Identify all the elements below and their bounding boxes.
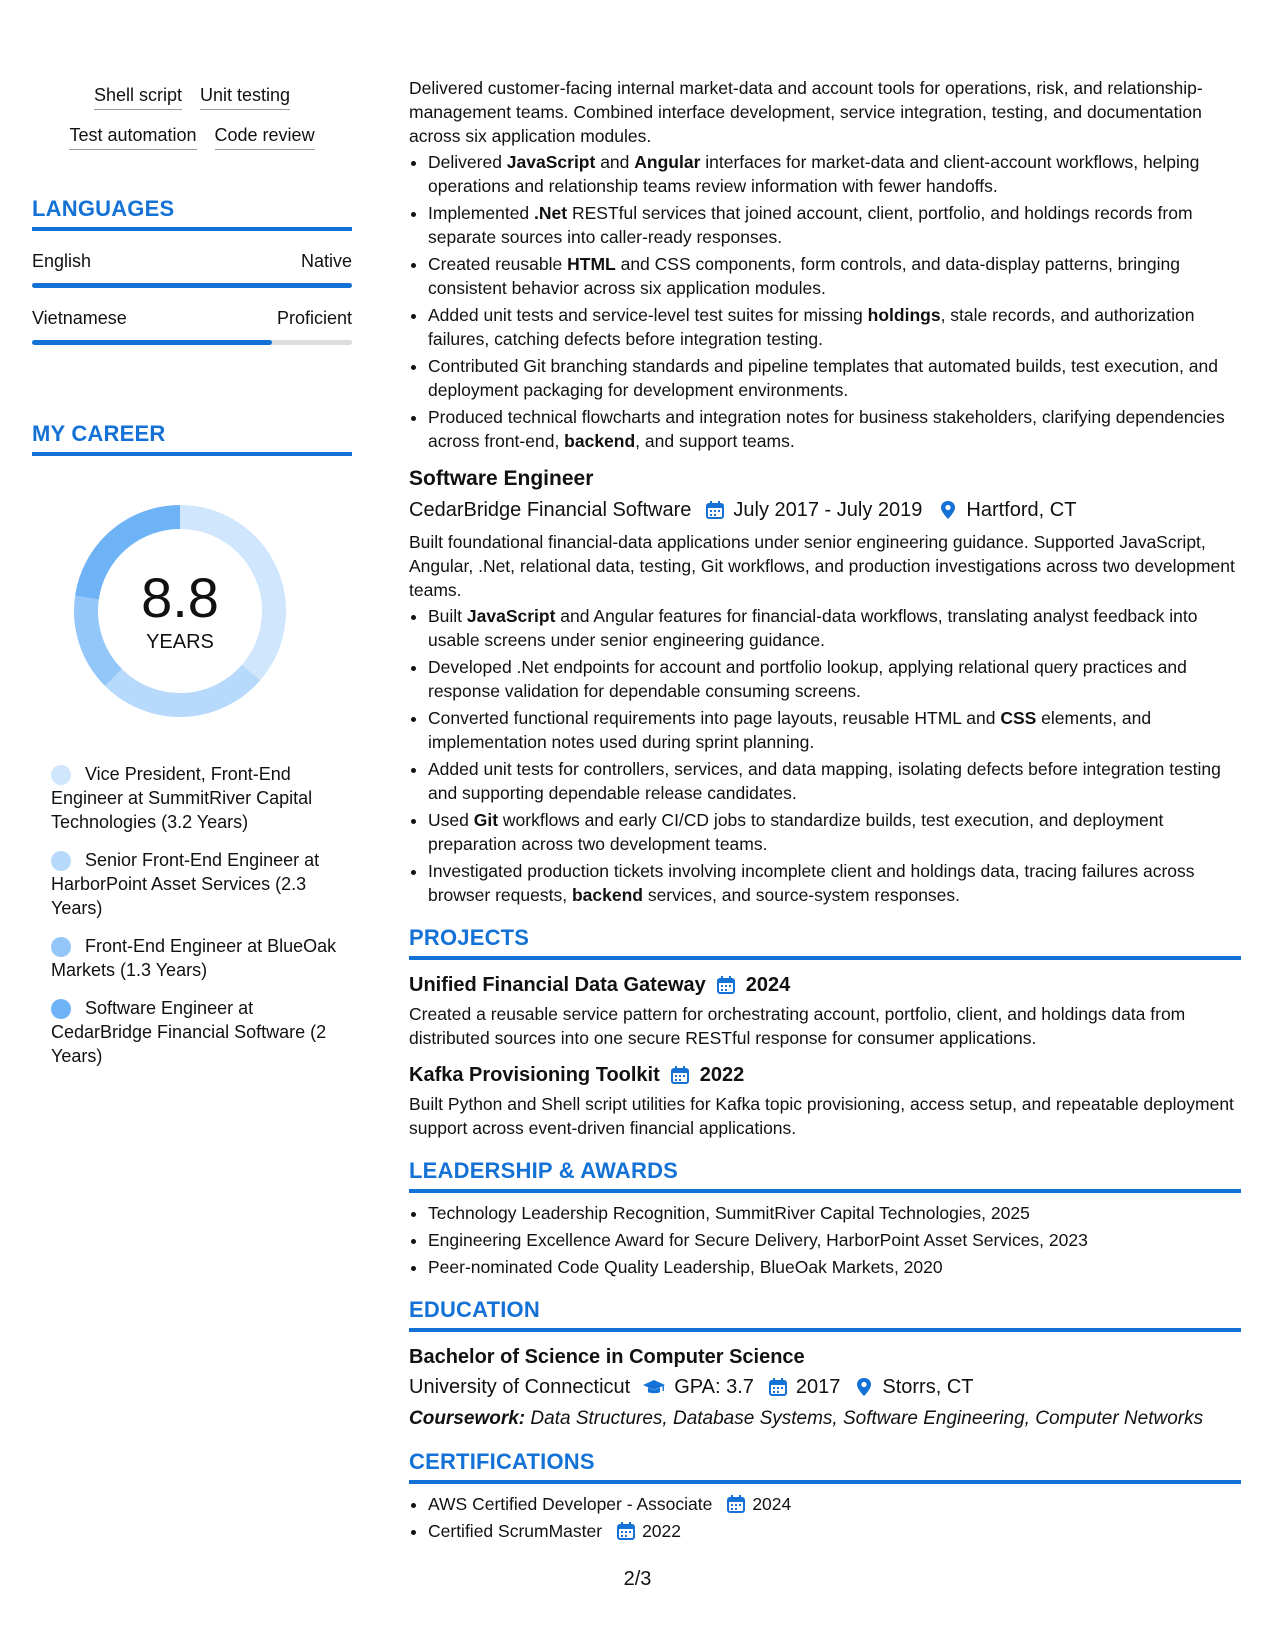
career-legend-item xyxy=(51,762,341,834)
project-year: 2022 xyxy=(699,1064,745,1086)
school-location: Storrs, CT xyxy=(882,1376,974,1398)
legend-dot xyxy=(51,937,71,957)
job-bullets xyxy=(409,604,1241,907)
coursework xyxy=(409,1407,1241,1431)
donut-center xyxy=(65,496,295,726)
language-level: Proficient xyxy=(276,308,352,328)
job-dates: July 2017 - July 2019 xyxy=(733,499,923,521)
language-level-fill xyxy=(32,283,352,288)
calendar-icon xyxy=(716,975,736,995)
bullet-item: • Added unit tests for controllers, services, and data mapping, isolating defects before integration testing and supporting dependable release candidates. xyxy=(428,757,1241,805)
career-legend-text: Senior Front-End Engineer at HarborPoint Asset Services (2.3 Years) xyxy=(51,850,320,918)
project-description: Created a reusable service pattern for orchestrating account, portfolio, client, and holdings data from distributed sources into one secure RESTful response for consumer applications. xyxy=(409,1004,1186,1048)
job-location: Hartford, CT xyxy=(966,499,1077,521)
bullet-item: • Added unit tests and service-level test suites for missing holdings, stale records, and authorization failures, catching defects before integration testing. xyxy=(428,303,1241,351)
career-total-unit: YEARS xyxy=(146,630,214,653)
language-level: Native xyxy=(300,251,352,271)
school-name: University of Connecticut xyxy=(409,1376,631,1398)
language-level-bar xyxy=(32,283,352,288)
award-item: • Engineering Excellence Award for Secure Delivery, HarborPoint Asset Services, 2023 xyxy=(428,1228,1241,1252)
education-meta xyxy=(409,1373,1241,1401)
skill-tag: Unit testing xyxy=(200,84,290,110)
project-year: 2024 xyxy=(745,974,791,996)
award-item: • Technology Leadership Recognition, SummitRiver Capital Technologies, 2025 xyxy=(428,1201,1241,1225)
calendar-icon xyxy=(768,1377,788,1397)
calendar-icon xyxy=(705,500,725,520)
certifications-list xyxy=(409,1492,1241,1543)
skills-row xyxy=(94,84,290,110)
skill-tag: Test automation xyxy=(69,124,196,150)
certification-item xyxy=(428,1519,1241,1543)
job-summary: Built foundational financial-data applications under senior engineering guidance. Supported JavaScript, Angular, .Net, relational data, testing, Git workflows, and production investigations across two development teams. xyxy=(409,532,1235,600)
calendar-icon xyxy=(616,1521,636,1541)
bullet-item: • Investigated production tickets involving incomplete client and holdings data, tracing failures across browser requests, backend services, and source-system responses. xyxy=(428,859,1241,907)
bullet-item: • Delivered JavaScript and Angular interfaces for market-data and client-account workflows, helping operations and relationship teams review information with fewer handoffs. xyxy=(428,150,1241,198)
career-legend-item xyxy=(51,996,341,1068)
job-meta xyxy=(409,496,1241,524)
language-level-bar xyxy=(32,340,352,345)
career-legend xyxy=(51,762,341,1068)
legend-dot xyxy=(51,999,71,1019)
right-column xyxy=(409,76,1241,1546)
bullet-item: • Converted functional requirements into page layouts, reusable HTML and CSS elements, and implementation notes used during sprint planning. xyxy=(428,706,1241,754)
award-item: • Peer-nominated Code Quality Leadership, BlueOak Markets, 2020 xyxy=(428,1255,1241,1279)
projects-heading: PROJECTS xyxy=(409,925,1241,960)
career-legend-item xyxy=(51,848,341,920)
bullet-item: • Created reusable HTML and CSS components, form controls, and data-display patterns, bringing consistent behavior across six application modules. xyxy=(428,252,1241,300)
language-item xyxy=(32,251,352,288)
certification-year: 2024 xyxy=(752,1494,792,1514)
language-name: Vietnamese xyxy=(32,308,127,328)
career-legend-text: Software Engineer at CedarBridge Financial Software (2 Years) xyxy=(51,998,327,1066)
degree-title: Bachelor of Science in Computer Science xyxy=(409,1346,805,1368)
skill-tag: Shell script xyxy=(94,84,182,110)
coursework-label: Coursework: xyxy=(409,1408,526,1429)
skill-tag: Code review xyxy=(215,124,315,150)
awards-list xyxy=(409,1201,1241,1279)
awards-heading: LEADERSHIP & AWARDS xyxy=(409,1158,1241,1193)
legend-dot xyxy=(51,765,71,785)
calendar-icon xyxy=(670,1065,690,1085)
education-heading: EDUCATION xyxy=(409,1297,1241,1332)
language-item xyxy=(32,308,352,345)
map-pin-icon xyxy=(854,1377,874,1397)
graduation-year: 2017 xyxy=(795,1376,841,1398)
gpa: GPA: 3.7 xyxy=(674,1376,754,1398)
career-legend-item xyxy=(51,934,341,982)
coursework-text: Data Structures, Database Systems, Software Engineering, Computer Networks xyxy=(525,1408,1204,1429)
project-description: Built Python and Shell script utilities for Kafka topic provisioning, access setup, and repeatable deployment support across event-driven financial applications. xyxy=(409,1094,1234,1138)
page-number: 2/3 xyxy=(623,1568,652,1590)
bullet-item: • Produced technical flowcharts and integration notes for business stakeholders, clarifying dependencies across front-end, backend, and support teams. xyxy=(428,405,1241,453)
certification-name: • AWS Certified Developer - Associate xyxy=(428,1492,712,1516)
bullet-item: • Contributed Git branching standards and pipeline templates that automated builds, test execution, and deployment packaging for development environments. xyxy=(428,354,1241,402)
certification-name: • Certified ScrumMaster xyxy=(428,1519,602,1543)
calendar-icon xyxy=(726,1494,746,1514)
skills-row xyxy=(69,124,314,150)
language-level-fill xyxy=(32,340,272,345)
bullet-item: • Used Git workflows and early CI/CD jobs to standardize builds, test execution, and deployment preparation across two development teams. xyxy=(428,808,1241,856)
bullet-item: • Developed .Net endpoints for account and portfolio lookup, applying relational query practices and response validation for dependable consuming screens. xyxy=(428,655,1241,703)
job-summary: Delivered customer-facing internal market-data and account tools for operations, risk, and relationship-management teams. Combined interface development, service integration, testing, and documentation across six application modules. xyxy=(409,78,1203,146)
project-title: Kafka Provisioning Toolkit xyxy=(409,1064,660,1086)
project-title-row xyxy=(409,1062,1241,1088)
certification-year: 2022 xyxy=(642,1521,682,1541)
career-donut-chart xyxy=(65,496,295,726)
language-name: English xyxy=(32,251,92,271)
languages-heading: LANGUAGES xyxy=(32,196,352,231)
job-bullets xyxy=(409,150,1241,453)
career-heading: MY CAREER xyxy=(32,421,352,456)
bullet-item: • Built JavaScript and Angular features for financial-data workflows, translating analyst feedback into usable screens under senior engineering guidance. xyxy=(428,604,1241,652)
legend-dot xyxy=(51,851,71,871)
left-column xyxy=(32,72,352,1082)
map-pin-icon xyxy=(938,500,958,520)
career-legend-text: Vice President, Front-End Engineer at SummitRiver Capital Technologies (3.2 Years) xyxy=(51,764,313,832)
career-legend-text: Front-End Engineer at BlueOak Markets (1.3 Years) xyxy=(51,936,337,980)
company-name: CedarBridge Financial Software xyxy=(409,499,692,521)
project-title: Unified Financial Data Gateway xyxy=(409,974,706,996)
graduation-cap-icon xyxy=(642,1377,666,1397)
job-title: Software Engineer xyxy=(409,467,594,490)
project-title-row xyxy=(409,972,1241,998)
certifications-heading: CERTIFICATIONS xyxy=(409,1449,1241,1484)
career-total-years: 8.8 xyxy=(141,565,219,629)
skills-tags xyxy=(32,84,352,150)
certification-item xyxy=(428,1492,1241,1516)
bullet-item: • Implemented .Net RESTful services that joined account, client, portfolio, and holdings records from separate sources into caller-ready responses. xyxy=(428,201,1241,249)
